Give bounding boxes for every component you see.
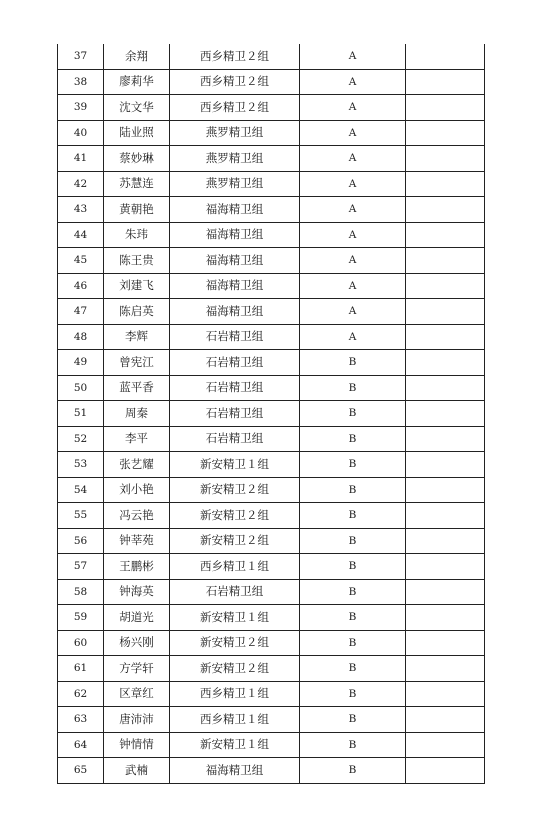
person-name-cell: 朱玮 bbox=[104, 222, 170, 248]
team-cell: 西乡精卫１组 bbox=[170, 681, 300, 707]
note-cell bbox=[406, 146, 485, 172]
note-cell bbox=[406, 299, 485, 325]
table-row bbox=[58, 197, 485, 223]
team-cell: 石岩精卫组 bbox=[170, 350, 300, 376]
table-row bbox=[58, 350, 485, 376]
person-name-cell: 刘小艳 bbox=[104, 477, 170, 503]
note-cell bbox=[406, 681, 485, 707]
grade-cell: B bbox=[300, 375, 406, 401]
person-name-cell: 蔡妙琳 bbox=[104, 146, 170, 172]
row-number-cell: 48 bbox=[58, 324, 104, 350]
person-name-cell: 曾宪江 bbox=[104, 350, 170, 376]
grade-cell: B bbox=[300, 656, 406, 682]
person-name-cell: 李平 bbox=[104, 426, 170, 452]
note-cell bbox=[406, 401, 485, 427]
grade-cell: A bbox=[300, 197, 406, 223]
person-name-cell: 蓝平香 bbox=[104, 375, 170, 401]
team-cell: 新安精卫１组 bbox=[170, 452, 300, 478]
grade-cell: B bbox=[300, 732, 406, 758]
team-cell: 福海精卫组 bbox=[170, 758, 300, 784]
row-number-cell: 53 bbox=[58, 452, 104, 478]
team-cell: 新安精卫２组 bbox=[170, 503, 300, 529]
grade-cell: B bbox=[300, 579, 406, 605]
table-row bbox=[58, 95, 485, 121]
roster-table-body bbox=[58, 44, 485, 783]
team-cell: 新安精卫１组 bbox=[170, 732, 300, 758]
person-name-cell: 胡道光 bbox=[104, 605, 170, 631]
note-cell bbox=[406, 503, 485, 529]
row-number-cell: 50 bbox=[58, 375, 104, 401]
row-number-cell: 55 bbox=[58, 503, 104, 529]
grade-cell: A bbox=[300, 248, 406, 274]
note-cell bbox=[406, 273, 485, 299]
person-name-cell: 沈文华 bbox=[104, 95, 170, 121]
note-cell bbox=[406, 120, 485, 146]
grade-cell: B bbox=[300, 477, 406, 503]
row-number-cell: 45 bbox=[58, 248, 104, 274]
note-cell bbox=[406, 222, 485, 248]
row-number-cell: 47 bbox=[58, 299, 104, 325]
row-number-cell: 51 bbox=[58, 401, 104, 427]
person-name-cell: 王鹏彬 bbox=[104, 554, 170, 580]
table-row bbox=[58, 732, 485, 758]
row-number-cell: 61 bbox=[58, 656, 104, 682]
team-cell: 福海精卫组 bbox=[170, 273, 300, 299]
row-number-cell: 62 bbox=[58, 681, 104, 707]
grade-cell: A bbox=[300, 95, 406, 121]
team-cell: 石岩精卫组 bbox=[170, 324, 300, 350]
row-number-cell: 39 bbox=[58, 95, 104, 121]
table-row bbox=[58, 579, 485, 605]
grade-cell: B bbox=[300, 605, 406, 631]
team-cell: 新安精卫２组 bbox=[170, 630, 300, 656]
team-cell: 福海精卫组 bbox=[170, 197, 300, 223]
team-cell: 新安精卫２组 bbox=[170, 528, 300, 554]
row-number-cell: 60 bbox=[58, 630, 104, 656]
person-name-cell: 冯云艳 bbox=[104, 503, 170, 529]
grade-cell: B bbox=[300, 554, 406, 580]
table-row bbox=[58, 146, 485, 172]
table-row bbox=[58, 707, 485, 733]
grade-cell: B bbox=[300, 528, 406, 554]
note-cell bbox=[406, 350, 485, 376]
note-cell bbox=[406, 605, 485, 631]
person-name-cell: 余翔 bbox=[104, 44, 170, 69]
grade-cell: A bbox=[300, 324, 406, 350]
person-name-cell: 廖莉华 bbox=[104, 69, 170, 95]
note-cell bbox=[406, 452, 485, 478]
person-name-cell: 黄朝艳 bbox=[104, 197, 170, 223]
note-cell bbox=[406, 732, 485, 758]
person-name-cell: 钟莘苑 bbox=[104, 528, 170, 554]
table-row bbox=[58, 605, 485, 631]
row-number-cell: 40 bbox=[58, 120, 104, 146]
row-number-cell: 44 bbox=[58, 222, 104, 248]
team-cell: 石岩精卫组 bbox=[170, 401, 300, 427]
team-cell: 新安精卫２组 bbox=[170, 656, 300, 682]
note-cell bbox=[406, 426, 485, 452]
table-row bbox=[58, 299, 485, 325]
row-number-cell: 46 bbox=[58, 273, 104, 299]
person-name-cell: 刘建飞 bbox=[104, 273, 170, 299]
roster-table bbox=[57, 44, 485, 784]
team-cell: 燕罗精卫组 bbox=[170, 120, 300, 146]
person-name-cell: 武楠 bbox=[104, 758, 170, 784]
note-cell bbox=[406, 528, 485, 554]
note-cell bbox=[406, 656, 485, 682]
person-name-cell: 苏慧连 bbox=[104, 171, 170, 197]
team-cell: 福海精卫组 bbox=[170, 222, 300, 248]
team-cell: 燕罗精卫组 bbox=[170, 171, 300, 197]
note-cell bbox=[406, 44, 485, 69]
team-cell: 新安精卫２组 bbox=[170, 477, 300, 503]
team-cell: 燕罗精卫组 bbox=[170, 146, 300, 172]
note-cell bbox=[406, 69, 485, 95]
team-cell: 西乡精卫２组 bbox=[170, 44, 300, 69]
row-number-cell: 43 bbox=[58, 197, 104, 223]
person-name-cell: 区章红 bbox=[104, 681, 170, 707]
table-row bbox=[58, 120, 485, 146]
grade-cell: A bbox=[300, 146, 406, 172]
grade-cell: A bbox=[300, 299, 406, 325]
table-row bbox=[58, 554, 485, 580]
person-name-cell: 唐沛沛 bbox=[104, 707, 170, 733]
team-cell: 福海精卫组 bbox=[170, 248, 300, 274]
table-row bbox=[58, 656, 485, 682]
table-row bbox=[58, 528, 485, 554]
row-number-cell: 65 bbox=[58, 758, 104, 784]
person-name-cell: 周秦 bbox=[104, 401, 170, 427]
table-row bbox=[58, 452, 485, 478]
note-cell bbox=[406, 197, 485, 223]
person-name-cell: 张艺耀 bbox=[104, 452, 170, 478]
grade-cell: A bbox=[300, 44, 406, 69]
table-row bbox=[58, 171, 485, 197]
table-row bbox=[58, 222, 485, 248]
person-name-cell: 李辉 bbox=[104, 324, 170, 350]
note-cell bbox=[406, 707, 485, 733]
table-row bbox=[58, 426, 485, 452]
note-cell bbox=[406, 758, 485, 784]
table-row bbox=[58, 69, 485, 95]
table-row bbox=[58, 401, 485, 427]
person-name-cell: 陈启英 bbox=[104, 299, 170, 325]
person-name-cell: 钟海英 bbox=[104, 579, 170, 605]
grade-cell: B bbox=[300, 452, 406, 478]
team-cell: 新安精卫１组 bbox=[170, 605, 300, 631]
table-row bbox=[58, 375, 485, 401]
team-cell: 西乡精卫２组 bbox=[170, 95, 300, 121]
grade-cell: B bbox=[300, 707, 406, 733]
team-cell: 西乡精卫２组 bbox=[170, 69, 300, 95]
person-name-cell: 陈王贵 bbox=[104, 248, 170, 274]
row-number-cell: 52 bbox=[58, 426, 104, 452]
row-number-cell: 38 bbox=[58, 69, 104, 95]
person-name-cell: 钟情情 bbox=[104, 732, 170, 758]
note-cell bbox=[406, 477, 485, 503]
person-name-cell: 杨兴刚 bbox=[104, 630, 170, 656]
grade-cell: B bbox=[300, 630, 406, 656]
note-cell bbox=[406, 324, 485, 350]
row-number-cell: 42 bbox=[58, 171, 104, 197]
person-name-cell: 陆业照 bbox=[104, 120, 170, 146]
row-number-cell: 57 bbox=[58, 554, 104, 580]
person-name-cell: 方学轩 bbox=[104, 656, 170, 682]
grade-cell: A bbox=[300, 273, 406, 299]
grade-cell: B bbox=[300, 426, 406, 452]
note-cell bbox=[406, 171, 485, 197]
row-number-cell: 59 bbox=[58, 605, 104, 631]
team-cell: 石岩精卫组 bbox=[170, 579, 300, 605]
grade-cell: A bbox=[300, 171, 406, 197]
grade-cell: A bbox=[300, 69, 406, 95]
table-row bbox=[58, 273, 485, 299]
row-number-cell: 56 bbox=[58, 528, 104, 554]
table-row bbox=[58, 248, 485, 274]
roster-table-container bbox=[57, 44, 484, 784]
grade-cell: B bbox=[300, 681, 406, 707]
grade-cell: B bbox=[300, 401, 406, 427]
team-cell: 石岩精卫组 bbox=[170, 426, 300, 452]
row-number-cell: 49 bbox=[58, 350, 104, 376]
table-row bbox=[58, 681, 485, 707]
row-number-cell: 54 bbox=[58, 477, 104, 503]
table-row bbox=[58, 44, 485, 69]
team-cell: 西乡精卫１组 bbox=[170, 554, 300, 580]
team-cell: 石岩精卫组 bbox=[170, 375, 300, 401]
table-row bbox=[58, 477, 485, 503]
table-row bbox=[58, 503, 485, 529]
note-cell bbox=[406, 579, 485, 605]
team-cell: 西乡精卫１组 bbox=[170, 707, 300, 733]
note-cell bbox=[406, 630, 485, 656]
row-number-cell: 37 bbox=[58, 44, 104, 69]
grade-cell: A bbox=[300, 120, 406, 146]
table-row bbox=[58, 758, 485, 784]
table-row bbox=[58, 630, 485, 656]
grade-cell: B bbox=[300, 350, 406, 376]
grade-cell: A bbox=[300, 222, 406, 248]
note-cell bbox=[406, 248, 485, 274]
grade-cell: B bbox=[300, 758, 406, 784]
row-number-cell: 63 bbox=[58, 707, 104, 733]
grade-cell: B bbox=[300, 503, 406, 529]
note-cell bbox=[406, 375, 485, 401]
team-cell: 福海精卫组 bbox=[170, 299, 300, 325]
note-cell bbox=[406, 95, 485, 121]
row-number-cell: 41 bbox=[58, 146, 104, 172]
table-row bbox=[58, 324, 485, 350]
row-number-cell: 64 bbox=[58, 732, 104, 758]
row-number-cell: 58 bbox=[58, 579, 104, 605]
note-cell bbox=[406, 554, 485, 580]
